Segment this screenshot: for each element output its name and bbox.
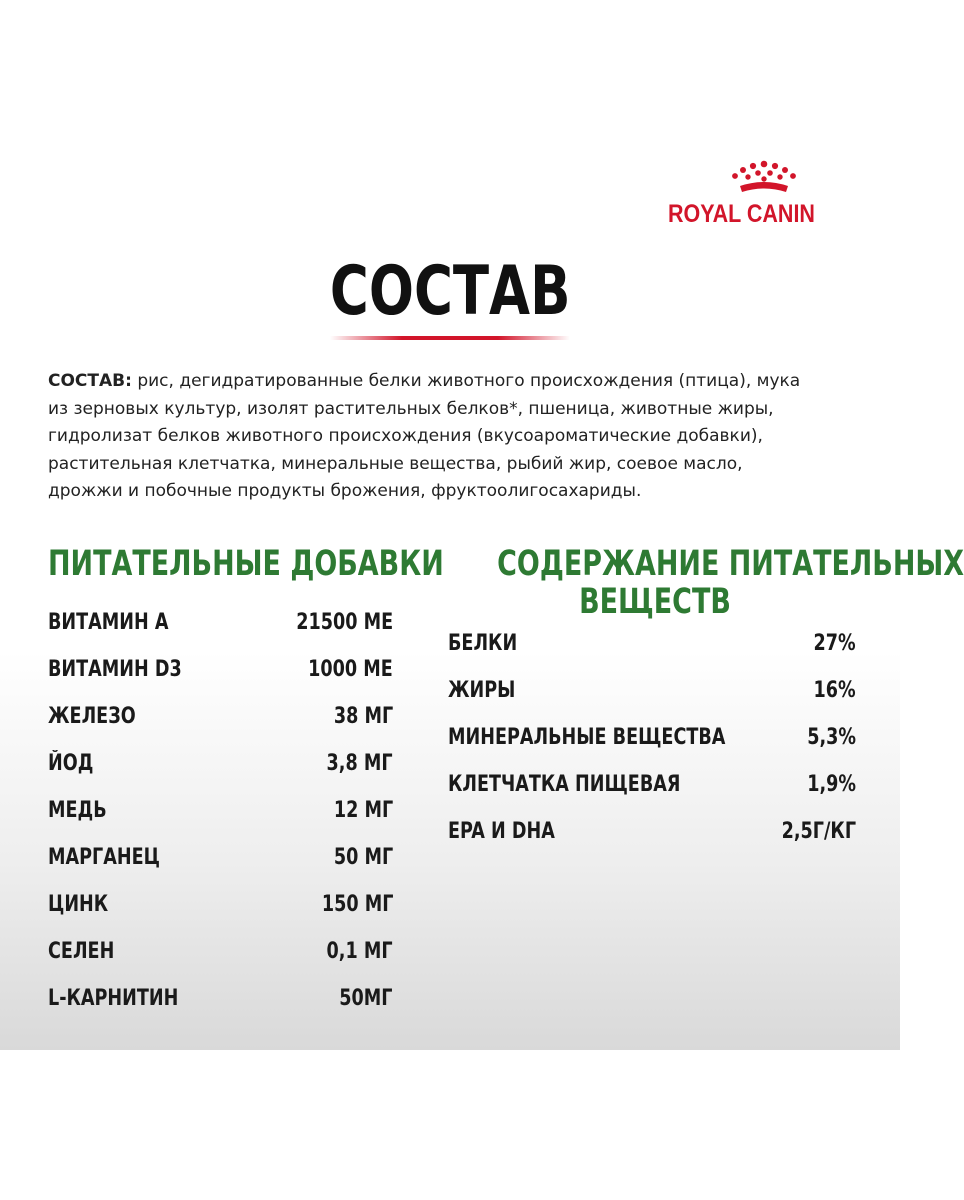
composition-line: дрожжи и побочные продукты брожения, фруктоолигосахариды. — [48, 481, 642, 501]
crown-logo-icon — [726, 160, 802, 198]
composition-line: гидролизат белков животного происхождения (вкусоароматические добавки), — [48, 426, 763, 446]
supplement-row: ЖЕЛЕЗО 38 МГ — [48, 704, 393, 729]
title-underline — [330, 336, 570, 340]
supplement-row: ЦИНК 150 МГ — [48, 892, 393, 917]
composition-label: СОСТАВ: — [48, 371, 132, 391]
supplement-row: МАРГАНЕЦ 50 МГ — [48, 845, 393, 870]
nutrients-title: СОДЕРЖАНИЕ ПИТАТЕЛЬНЫХ ВЕЩЕСТВ — [497, 544, 964, 622]
supplement-row: L-КАРНИТИН 50МГ — [48, 986, 393, 1011]
supplement-row: ЙОД 3,8 МГ — [48, 751, 393, 776]
supplement-row: СЕЛЕН 0,1 МГ — [48, 939, 393, 964]
nutrient-row: КЛЕТЧАТКА ПИЩЕВАЯ 1,9% — [448, 772, 856, 797]
brand-logo — [668, 160, 860, 232]
supplement-row: ВИТАМИН А 21500 МЕ — [48, 610, 393, 635]
nutrient-row: ЖИРЫ 16% — [448, 678, 856, 703]
nutrient-row: EPA И DHA 2,5Г/КГ — [448, 819, 856, 844]
composition-line: из зерновых культур, изолят растительных белков*, пшеница, животные жиры, — [48, 398, 774, 419]
supplement-row: ВИТАМИН D3 1000 МЕ — [48, 657, 393, 682]
nutrient-row: МИНЕРАЛЬНЫЕ ВЕЩЕСТВА 5,3% — [448, 725, 856, 750]
composition-text — [48, 368, 868, 506]
page-title: СОСТАВ — [329, 252, 571, 331]
composition-line: растительная клетчатка, минеральные вещества, рыбий жир, соевое масло, — [48, 453, 743, 474]
brand-name: ROYAL CANIN — [668, 200, 815, 228]
supplements-title: ПИТАТЕЛЬНЫЕ ДОБАВКИ — [48, 544, 444, 584]
nutrient-row: БЕЛКИ 27% — [448, 631, 856, 656]
supplement-row: МЕДЬ 12 МГ — [48, 798, 393, 823]
composition-line: СОСТАВ: рис, дегидратированные белки животного происхождения (птица), мука — [48, 371, 801, 391]
